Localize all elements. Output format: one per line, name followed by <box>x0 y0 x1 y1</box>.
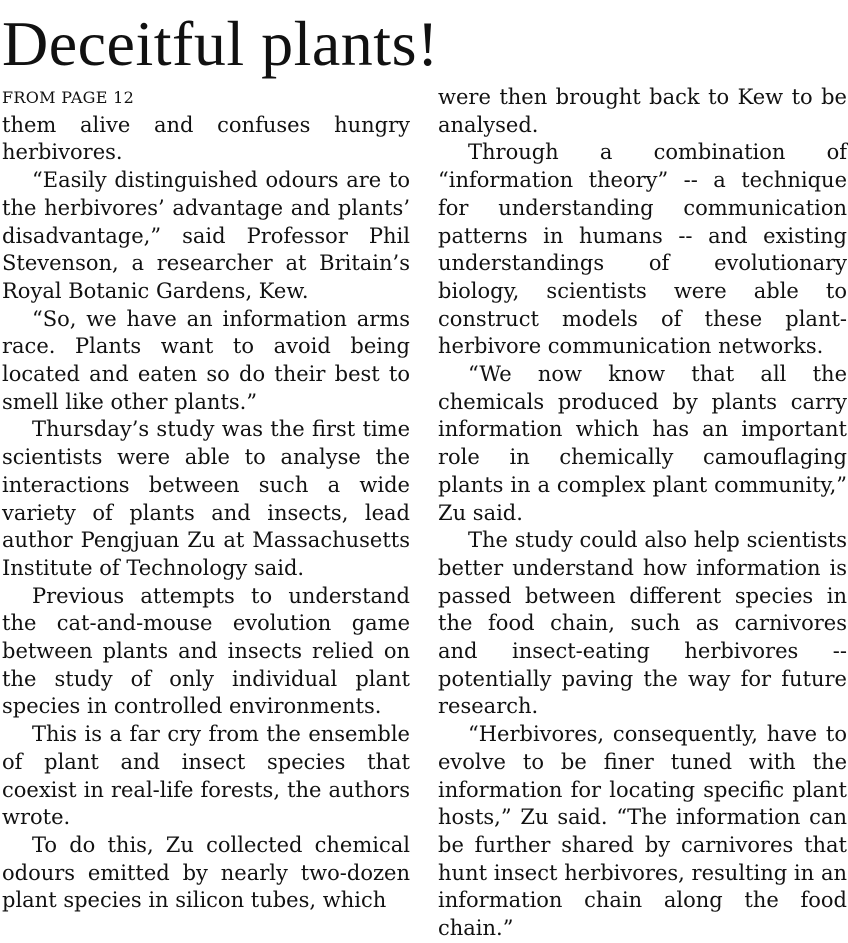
paragraph: Thursday’s study was the first time scientists were able to analyse the interactions between such a wide variety of plants and insects, lead author Pengjuan Zu at Massachusetts Institute of Technology said. <box>2 417 410 580</box>
paragraph: “Herbivores, consequently, have to evolve to be finer tuned with the information for locating specific plant hosts,” Zu said. “The information can be further shared by carnivores that hunt insect herbivores, resulting in an information chain along the food chain.” <box>438 722 847 941</box>
paragraph: This is a far cry from the ensemble of plant and insect species that coexist in real-life forests, the authors wrote. <box>2 722 410 830</box>
paragraph: To do this, Zu collected chemical odours emitted by nearly two-dozen plant species in silicon tubes, which <box>2 832 410 913</box>
paragraph: Previous attempts to understand the cat-and-mouse evolution game between plants and insects relied on the study of only individual plant species in controlled environments. <box>2 583 410 719</box>
paragraph: “We now know that all the chemicals produced by plants carry information which has an important role in chemically camouflaging plants in a complex plant community,” Zu said. <box>438 362 847 525</box>
paragraph: “Easily distinguished odours are to the herbivores’ advantage and plants’ disadvantage,” said Professor Phil Stevenson, a researcher at Britain’s Royal Botanic Gardens, Kew. <box>2 168 410 303</box>
paragraph: “So, we have an information arms race. Plants want to avoid being located and eaten so do their best to smell like other plants.” <box>2 306 410 414</box>
headline: Deceitful plants! <box>2 8 439 79</box>
paragraph: were then brought back to Kew to be analysed. <box>438 85 847 137</box>
article-column-right <box>438 84 847 943</box>
jump-label: FROM PAGE 12 <box>2 88 135 107</box>
paragraph: The study could also help scientists better understand how information is passed between different species in the food chain, such as carnivores and insect-eating herbivores -- potentially paving the way for future research. <box>438 528 847 719</box>
paragraph: Through a combination of “information theory” -- a technique for understanding communication patterns in humans -- and existing understandings of evolutionary biology, scientists were able to construct models of these plant-herbivore communication networks. <box>438 140 847 359</box>
paragraph: them alive and confuses hungry herbivores. <box>2 112 410 165</box>
article-column-left <box>2 84 410 915</box>
